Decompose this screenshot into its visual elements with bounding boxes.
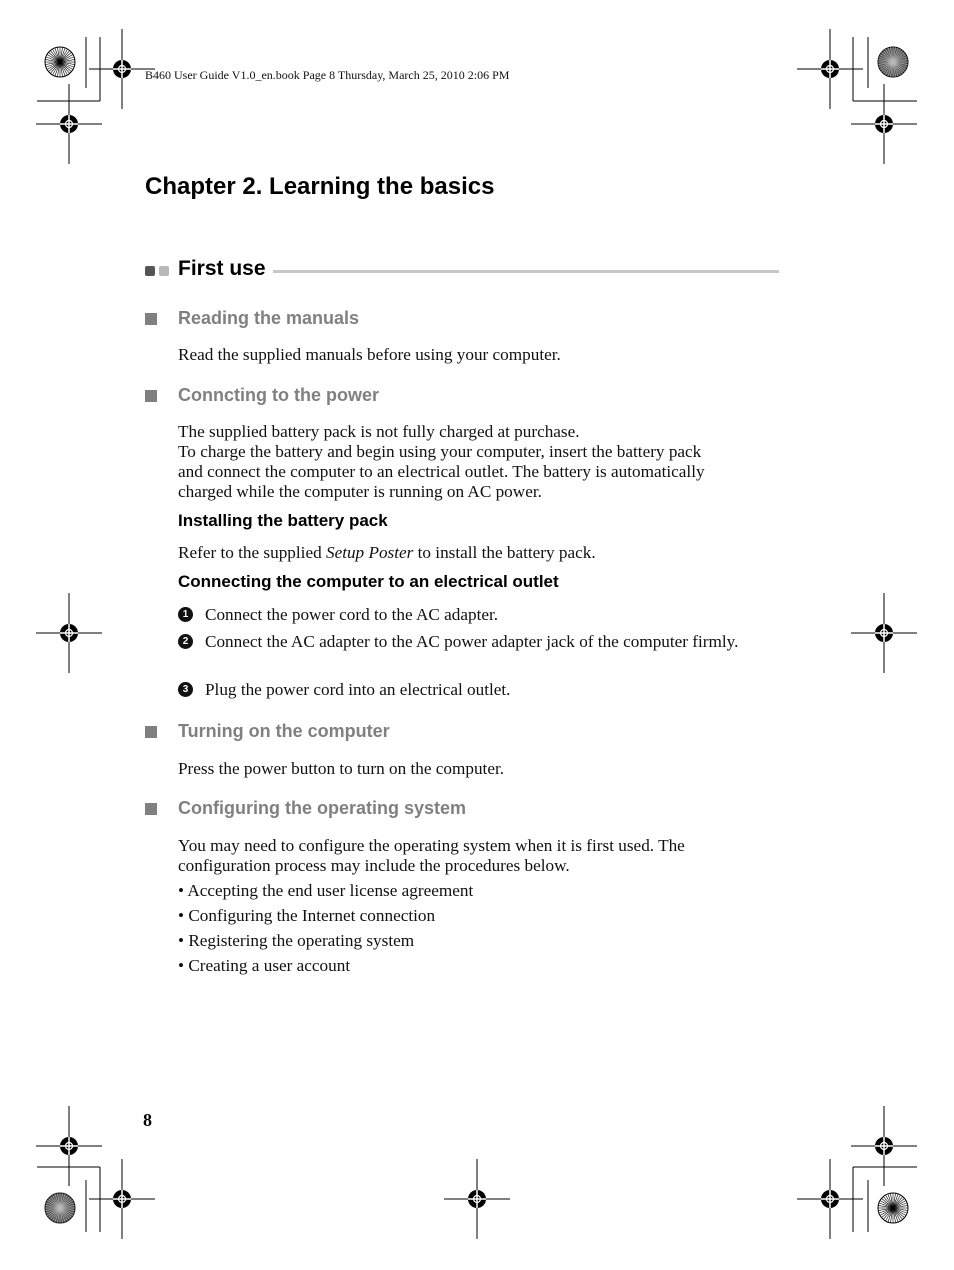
outlet-heading: Connecting the computer to an electrical outlet bbox=[178, 572, 559, 591]
os-line: You may need to configure the operating system when it is first used. The bbox=[178, 836, 685, 855]
step-number-icon: 1 bbox=[178, 607, 193, 622]
square-bullet-icon bbox=[145, 390, 157, 402]
setup-poster-title: Setup Poster bbox=[325, 543, 414, 562]
crosshair-icon bbox=[36, 593, 102, 673]
power-line: To charge the battery and begin using your computer, insert the battery pack bbox=[178, 442, 702, 461]
bullet-item: • Configuring the Internet connection bbox=[178, 906, 436, 925]
step-number-icon: 2 bbox=[178, 634, 193, 649]
step-number-icon: 3 bbox=[178, 682, 193, 697]
square-bullet-icon bbox=[145, 726, 157, 738]
crosshair-icon bbox=[851, 84, 917, 164]
bullet-item: • Creating a user account bbox=[178, 956, 351, 975]
print-header: B460 User Guide V1.0_en.book Page 8 Thursday, March 25, 2010 2:06 PM bbox=[145, 68, 510, 82]
battery-heading: Installing the battery pack bbox=[178, 511, 388, 530]
color-rosette-icon bbox=[878, 47, 908, 77]
chapter-title: Chapter 2. Learning the basics bbox=[145, 173, 495, 200]
section-rule bbox=[273, 270, 779, 273]
color-rosette-icon bbox=[878, 1193, 908, 1223]
crosshair-icon bbox=[89, 1159, 155, 1239]
bullet-item: • Accepting the end user license agreement bbox=[178, 881, 474, 900]
power-paragraph bbox=[178, 422, 782, 502]
color-rosette-icon bbox=[45, 1193, 75, 1223]
os-paragraph bbox=[178, 836, 782, 876]
power-line: charged while the computer is running on AC power. bbox=[178, 482, 542, 501]
crosshair-icon bbox=[36, 1106, 102, 1186]
crosshair-icon bbox=[36, 84, 102, 164]
step-text: Connect the AC adapter to the AC power adapter jack of the computer firmly. bbox=[205, 632, 739, 651]
section-heading bbox=[145, 257, 779, 285]
power-line: and connect the computer to an electrical outlet. The battery is automatically bbox=[178, 462, 705, 481]
crosshair-icon bbox=[444, 1159, 510, 1239]
crosshair-icon bbox=[851, 1106, 917, 1186]
section-title: First use bbox=[178, 257, 270, 281]
reading-manuals-text: Read the supplied manuals before using your computer. bbox=[178, 345, 561, 364]
square-bullet-icon bbox=[145, 803, 157, 815]
bullet-item: • Registering the operating system bbox=[178, 931, 415, 950]
turning-on-text: Press the power button to turn on the computer. bbox=[178, 759, 505, 778]
power-line: The supplied battery pack is not fully charged at purchase. bbox=[178, 422, 580, 441]
crosshair-icon bbox=[851, 593, 917, 673]
color-rosette-icon bbox=[45, 47, 75, 77]
square-bullet-icon bbox=[145, 313, 157, 325]
step-text: Connect the power cord to the AC adapter. bbox=[205, 605, 499, 624]
battery-text: Refer to the supplied Setup Poster to install the battery pack. bbox=[178, 543, 596, 562]
os-line: configuration process may include the procedures below. bbox=[178, 856, 570, 875]
page-number: 8 bbox=[143, 1110, 152, 1130]
step-text: Plug the power cord into an electrical outlet. bbox=[205, 680, 511, 699]
document-page: B460 User Guide V1.0_en.book Page 8 Thursday, March 25, 2010 2:06 PM Chapter 2. Learning the basics First use Reading the manuals Read the supplied manuals before using your computer. Conncting to the power The supplied battery pack is not fully charged at purchase. To charge the battery and begin using your computer, insert the battery pack and connect the computer to an electrical outlet. The battery is automatically charged while the computer is running on AC power. Installing the battery pack Refer to the supplied Setup Poster to install the battery pack. Connecting the computer to an electrical outlet 1 Connect the power cord to the AC adapter. 2 Connect the AC adapter to the AC power adapter jack of the computer firmly. 3 Plug the power cord into an electrical outlet. Turning on the computer Press the power button to turn on the computer. Configuring the operating system You may need to configure the operating system when it is first used. The configuration process may include the procedures below. • Accepting the end user license agreement • Configuring the Internet connection • Registering the operating system • Creating a user account 8 bbox=[0, 0, 954, 1270]
